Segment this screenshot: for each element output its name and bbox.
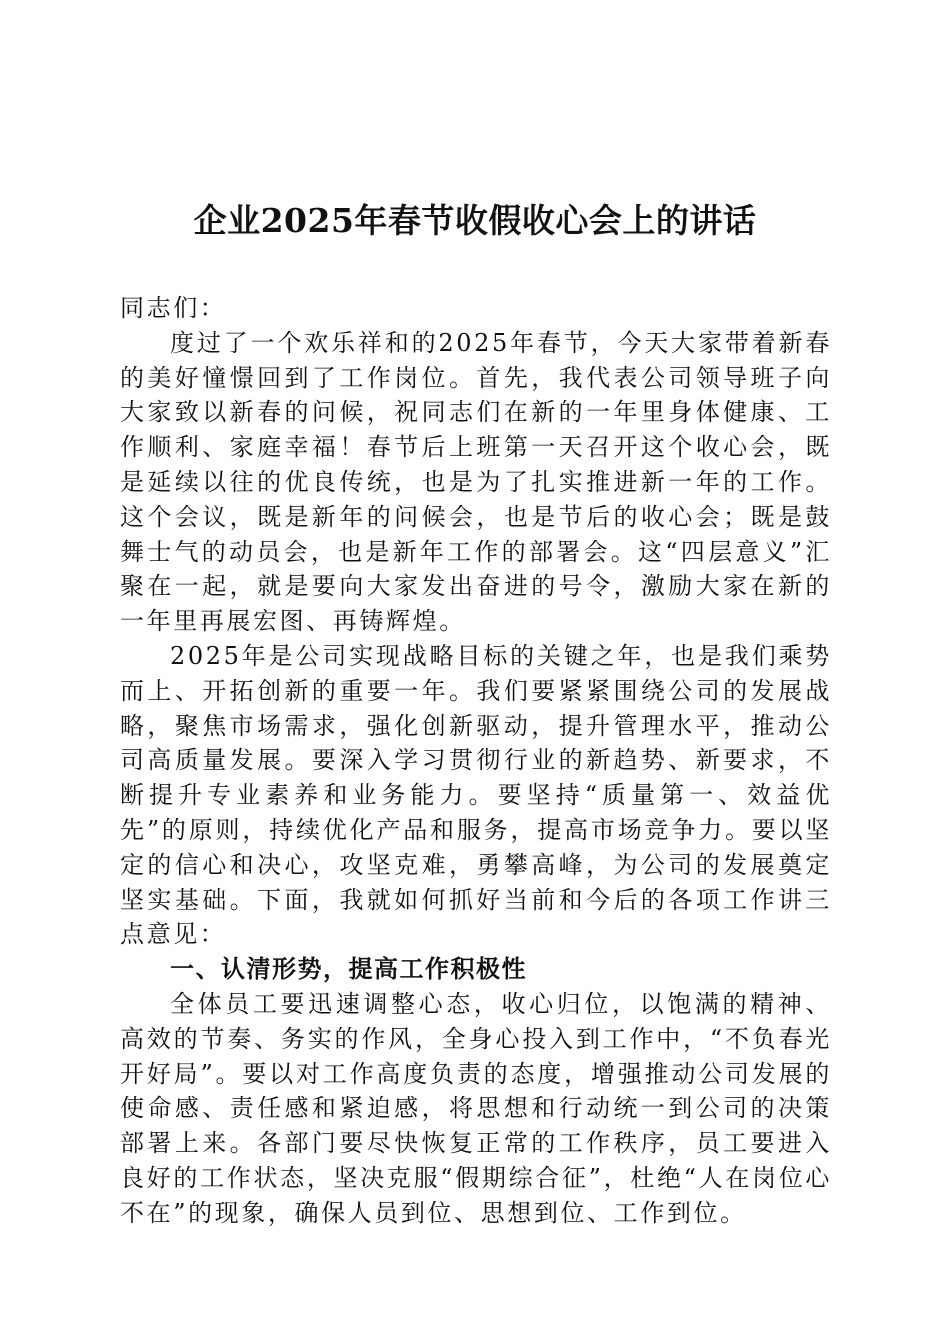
section-heading: 一、认清形势，提高工作积极性	[170, 955, 527, 984]
paragraph-intro: 度过了一个欢乐祥和的2025年春节，今天大家带着新春的美好憧憬回到了工作岗位。首先，我代表公司领导班子向大家致以新春的问候，祝同志们在新的一年里身体健康、工作顺利、家庭幸福！春节后上班第一天召开这个收心会，既是延续以往的优良传统，也是为了扎实推进新一年的工作。这个会议，既是新年的问候会，也是节后的收心会；既是鼓舞士气的动员会，也是新年工作的部署会。这“四层意义”汇聚在一起，就是要向大家发出奋进的号令，激励大家在新的一年里再展宏图、再铸辉煌。	[120, 328, 832, 636]
document-body	[120, 291, 832, 1231]
salutation: 同志们：	[120, 294, 227, 322]
paragraph-goals: 2025年是公司实现战略目标的关键之年，也是我们乘势而上、开拓创新的重要一年。我们要紧紧围绕公司的发展战略，聚焦市场需求，强化创新驱动，提升管理水平，推动公司高质量发展。要深入学习贯彻行业的新趋势、新要求，不断提升专业素养和业务能力。要坚持“质量第一、效益优先”的原则，持续优化产品和服务，提高市场竞争力。要以坚定的信心和决心，攻坚克难，勇攀高峰，为公司的发展奠定坚实基础。下面，我就如何抓好当前和今后的各项工作讲三点意见：	[120, 641, 832, 949]
document-title: 企业2025年春节收假收心会上的讲话	[193, 201, 757, 240]
paragraph-section-one: 全体员工要迅速调整心态，收心归位，以饱满的精神、高效的节奏、务实的作风，全身心投入到工作中，“不负春光开好局”。要以对工作高度负责的态度，增强推动公司发展的使命感、责任感和紧迫感，将思想和行动统一到公司的决策部署上来。各部门要尽快恢复正常的工作秩序，员工要进入良好的工作状态，坚决克服“假期综合征”，杜绝“人在岗位心不在”的现象，确保人员到位、思想到位、工作到位。	[120, 989, 832, 1227]
